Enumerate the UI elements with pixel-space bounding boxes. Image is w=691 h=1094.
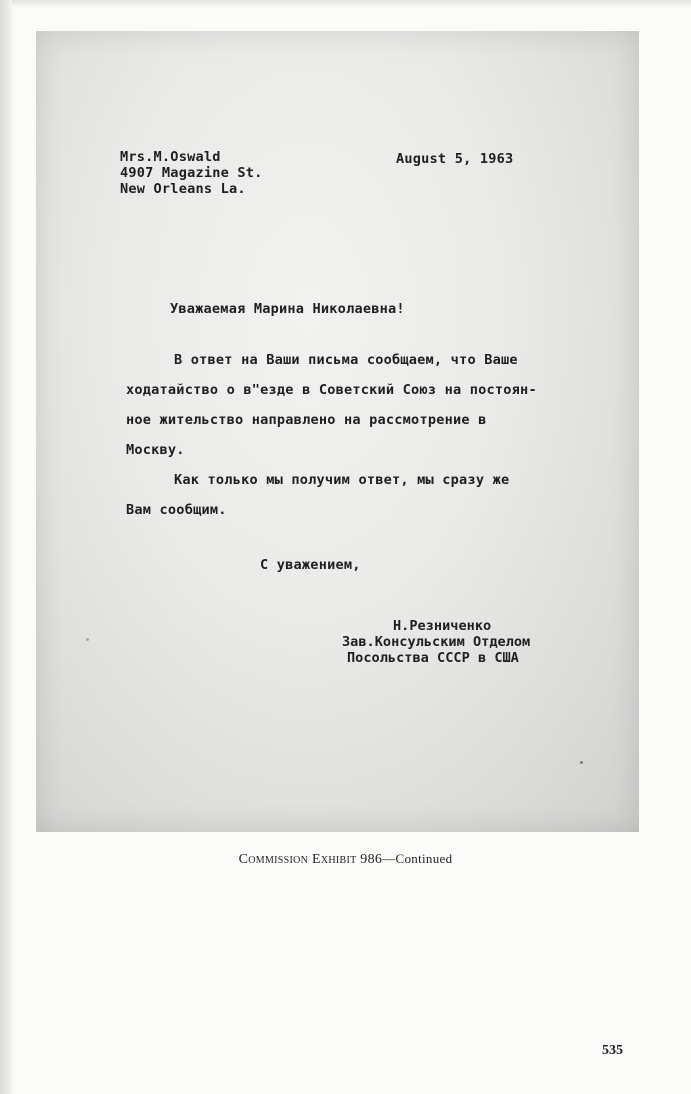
page-top-edge — [0, 0, 691, 8]
recipient-city: New Orleans La. — [120, 181, 246, 197]
signer-organization: Посольства СССР в США — [347, 650, 519, 666]
paper-speck — [580, 761, 583, 764]
page-left-edge — [0, 0, 12, 1094]
exhibit-suffix: —Continued — [382, 851, 453, 866]
body-line: Москву. — [126, 442, 185, 458]
recipient-name: Mrs.M.Oswald — [120, 149, 221, 165]
letter-photograph — [36, 31, 639, 832]
body-line: ходатайство о в"езде в Советский Союз на постоян- — [126, 382, 537, 398]
signer-name: Н.Резниченко — [393, 618, 492, 634]
letter-date: August 5, 1963 — [396, 151, 514, 167]
body-line: ное жительство направлено на рассмотрение в — [126, 412, 487, 428]
letter-greeting: Уважаемая Марина Николаевна! — [170, 301, 405, 317]
letter — [36, 31, 639, 832]
exhibit-label: Commission Exhibit 986 — [238, 852, 383, 867]
body-line: Вам сообщим. — [126, 502, 227, 518]
paper-speck — [86, 638, 89, 641]
signer-title: Зав.Консульским Отделом — [342, 634, 531, 650]
page-number: 535 — [602, 1043, 623, 1058]
body-line: Как только мы получим ответ, мы сразу же — [174, 472, 510, 488]
body-line: В ответ на Ваши письма сообщаем, что Ваше — [174, 352, 518, 368]
recipient-street: 4907 Magazine St. — [120, 165, 263, 181]
exhibit-caption — [0, 851, 691, 868]
letter-closing: С уважением, — [260, 557, 361, 573]
